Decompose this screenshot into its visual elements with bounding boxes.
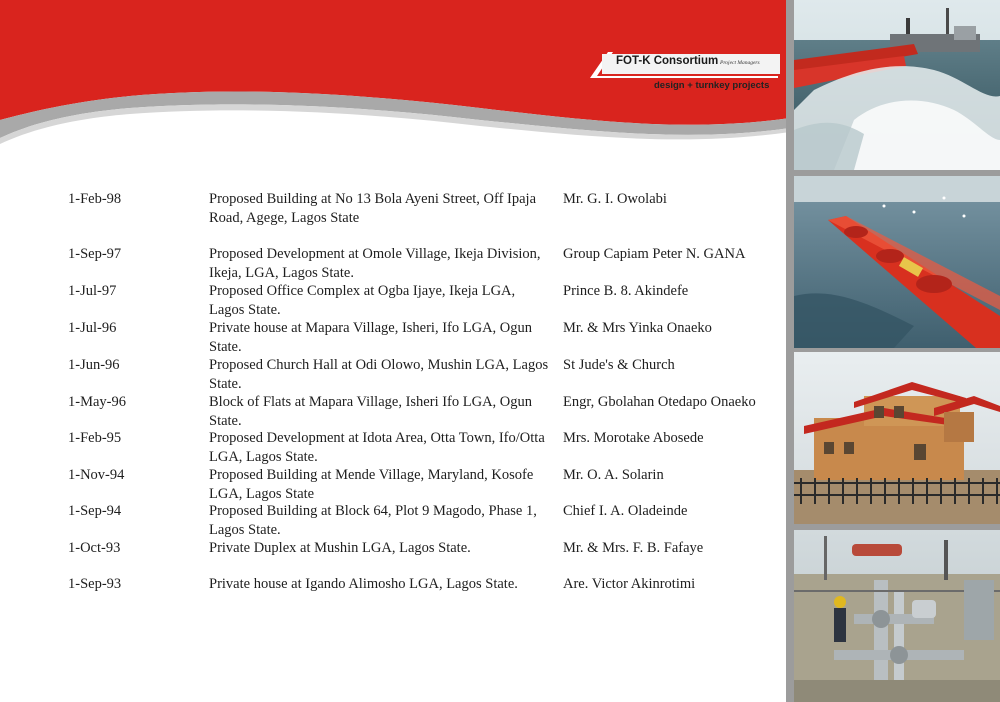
project-description: Private house at Igando Alimosho LGA, Lagos State. bbox=[209, 576, 518, 592]
project-client: Mr. O. A. Solarin bbox=[563, 467, 664, 483]
logo-subtitle: Project Managers bbox=[720, 60, 760, 66]
project-date: 1-Oct-93 bbox=[68, 540, 121, 556]
project-date: 1-May-96 bbox=[68, 394, 126, 410]
logo-tagline: design + turnkey projects bbox=[654, 80, 770, 91]
pipeline-plant-photo-icon bbox=[794, 530, 1000, 702]
project-description: Proposed Development at Idota Area, Otta Town, Ifo/Otta LGA, Lagos State. bbox=[209, 430, 545, 465]
project-date: 1-Feb-95 bbox=[68, 430, 122, 446]
project-description: Proposed Church Hall at Odi Olowo, Mushin LGA, Lagos State. bbox=[209, 357, 549, 392]
project-client: Chief I. A. Oladeinde bbox=[563, 503, 688, 519]
project-description: Proposed Office Complex at Ogba Ijaye, Ikeja LGA, Lagos State. bbox=[209, 283, 516, 318]
project-client: Mr. G. I. Owolabi bbox=[563, 191, 667, 207]
project-client: Mrs. Morotake Abosede bbox=[563, 430, 704, 446]
project-client: Are. Victor Akinrotimi bbox=[563, 576, 696, 592]
project-date: 1-Feb-98 bbox=[68, 191, 122, 207]
floating-buoy-photo-icon bbox=[794, 176, 1000, 348]
project-client: Group Capiam Peter N. GANA bbox=[563, 246, 746, 262]
project-description: Proposed Building at Mende Village, Maryland, Kosofe LGA, Lagos State bbox=[209, 467, 534, 502]
project-client: Engr, Gbolahan Otedapo Onaeko bbox=[563, 394, 756, 410]
company-logo bbox=[588, 50, 784, 96]
project-description: Private Duplex at Mushin LGA, Lagos State. bbox=[209, 540, 471, 556]
project-client: Prince B. 8. Akindefe bbox=[563, 283, 689, 299]
project-client: Mr. & Mrs. F. B. Fafaye bbox=[563, 540, 704, 556]
project-client: St Jude's & Church bbox=[563, 357, 675, 373]
project-date: 1-Jun-96 bbox=[68, 357, 120, 373]
project-description: Block of Flats at Mapara Village, Isheri Ifo LGA, Ogun State. bbox=[209, 394, 533, 429]
project-date: 1-Sep-93 bbox=[68, 576, 122, 592]
project-date: 1-Sep-94 bbox=[68, 503, 122, 519]
project-date: 1-Jul-96 bbox=[68, 320, 117, 336]
project-date: 1-Jul-97 bbox=[68, 283, 117, 299]
project-description: Proposed Building at Block 64, Plot 9 Magodo, Phase 1, Lagos State. bbox=[209, 503, 537, 538]
project-client: Mr. & Mrs Yinka Onaeko bbox=[563, 320, 712, 336]
logo-name: FOT-K Consortium bbox=[616, 55, 719, 67]
house-photo-icon bbox=[794, 352, 1000, 524]
project-description: Proposed Development at Omole Village, Ikeja Division, Ikeja, LGA, Lagos State. bbox=[209, 246, 541, 281]
photo-strip bbox=[786, 0, 1000, 702]
project-date: 1-Nov-94 bbox=[68, 467, 125, 483]
project-description: Private house at Mapara Village, Isheri, Ifo LGA, Ogun State. bbox=[209, 320, 533, 355]
offshore-boom-photo-icon bbox=[794, 0, 1000, 170]
project-date: 1-Sep-97 bbox=[68, 246, 122, 262]
project-description: Proposed Building at No 13 Bola Ayeni Street, Off Ipaja Road, Agege, Lagos State bbox=[209, 191, 537, 226]
